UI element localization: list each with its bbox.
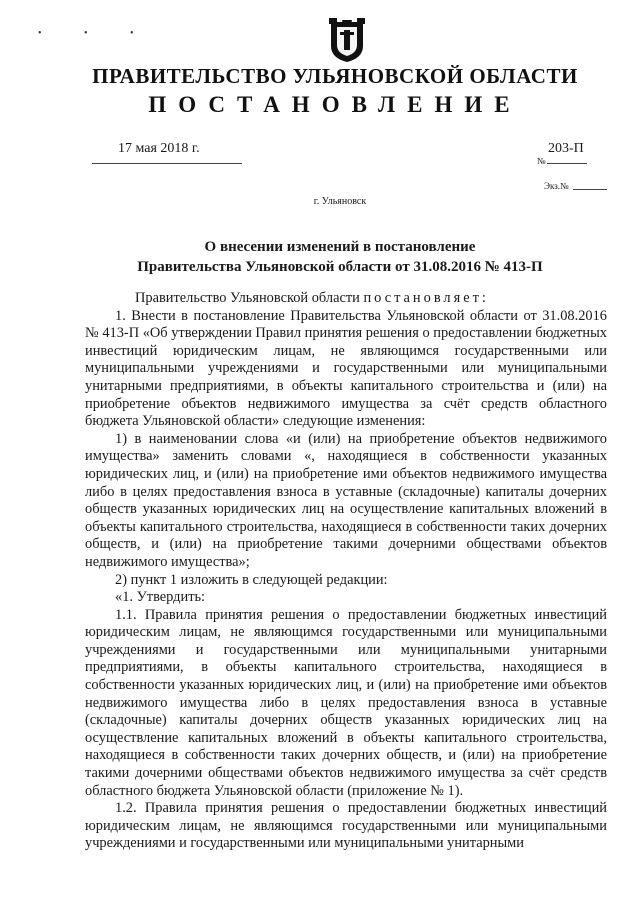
paragraph-1-1: 1) в наименовании слова «и (или) на приобретение объектов недвижимого имущества» заменить словами «, находящиеся в собственности указанных юридических лиц, и (или) на приобретение ими объектов недвижимого имущества либо в целях предоставления взноса в уставные (складочные) капиталы дочерних обществ указанных юридических лиц на осуществление капитальных вложений в объекты капитального строительства, находящиеся в собственности таких дочерних обществ, и (или) на приобретение такими дочерними обществами объектов недвижимого имущества»; [85,430,607,570]
intro-verb: постановляет [363,290,482,306]
paragraph-rule-1-1: 1.1. Правила принятия решения о предоставлении бюджетных инвестиций юридическим лицам, не являющимся государственными или муниципальными учреждениями и государственными или муниципальными унитарными предприятиями, в объекты капитального строительства, находящиеся в собственности указанных юридических лиц, и (или) на приобретение ими объектов недвижимого имущества либо в целях предоставления взноса в уставные (складочные) капиталы дочерних обществ указанных юридических лиц на осуществление капитальных вложений в объекты капитального строительства, находящиеся в собственности таких дочерних обществ, и (или) на приобретение такими дочерними обществами объектов недвижимого имущества за счёт средств областного бюджета Ульяновской области (приложение № 1). [85,606,607,799]
city-name: г. Ульяновск [313,196,367,207]
document-number: 203-П [548,141,584,156]
intro-text: Правительство Ульяновской области [135,290,364,306]
intro-paragraph [85,290,607,308]
paragraph-rule-1-2: 1.2. Правила принятия решения о предоставлении бюджетных инвестиций юридическим лицам, не являющимся государственными или муниципальными учреждениями и государственными или муниципальными унитарными [85,800,607,852]
intro-colon: : [481,290,486,306]
subject-line-1: О внесении изменений в постановление [204,239,476,255]
document-subject [0,237,640,277]
copy-label: Экз.№ [544,181,569,191]
paragraph-approve: «1. Утвердить: [115,589,206,606]
paragraph-1-2: 2) пункт 1 изложить в следующей редакции: [115,571,388,588]
document-body [85,290,607,853]
document-date: 17 мая 2018 г. [118,141,200,156]
copy-underline [573,189,607,190]
document-type: ПОСТАНОВЛЕНИЕ [148,92,522,117]
scan-marks: • • • [38,28,154,39]
number-label: № [537,156,546,166]
coat-of-arms-icon [327,18,367,64]
number-underline [547,163,587,164]
paragraph-1: 1. Внести в постановление Правительства Ульяновской области от 31.08.2016 № 413-П «Об утверждении Правил принятия решения о предоставлении бюджетных инвестиций юридическим лицам, не являющимся государственными или муниципальными учреждениями и государственными или муниципальными унитарными предприятиями, в объекты капитального строительства и (или) на приобретение объектов недвижимого имущества за счёт средств областного бюджета Ульяновской области» следующие изменения: [85,307,607,430]
date-underline [92,163,242,164]
government-title: ПРАВИТЕЛЬСТВО УЛЬЯНОВСКОЙ ОБЛАСТИ [92,64,578,88]
subject-line-2: Правительства Ульяновской области от 31.08.2016 № 413-П [137,259,543,275]
